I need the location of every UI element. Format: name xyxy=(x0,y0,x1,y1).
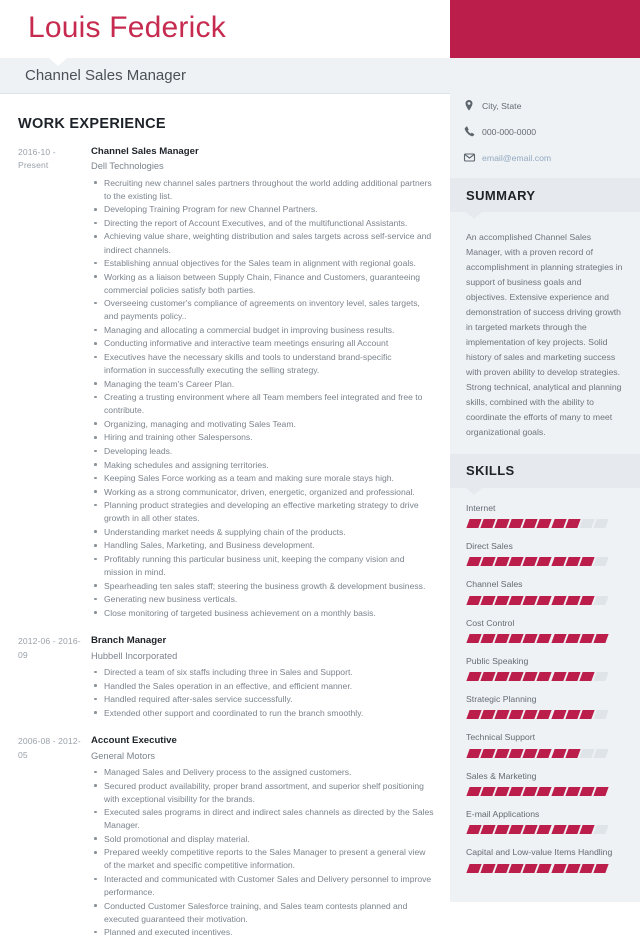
skill-rating-segment xyxy=(537,519,552,528)
skill-rating-bar xyxy=(466,557,626,566)
skill-rating-bar xyxy=(466,825,626,834)
title-notch-triangle xyxy=(49,58,67,66)
job-bullet: Handled the Sales operation in an effective, and efficient manner. xyxy=(91,680,434,693)
skill-rating-bar xyxy=(466,672,626,681)
job-bullet: Executives have the necessary skills and tools to understand brand-specific information in successfully executing the selling strategy. xyxy=(91,351,434,377)
skill-rating-segment xyxy=(551,749,566,758)
work-experience-item xyxy=(18,734,434,940)
job-body xyxy=(86,145,434,620)
skill-rating-segment xyxy=(480,787,495,796)
contact-block xyxy=(450,58,640,163)
skill-rating-segment xyxy=(537,634,552,643)
skill-rating-segment xyxy=(537,596,552,605)
skill-rating-segment xyxy=(551,825,566,834)
skill-item xyxy=(466,732,626,757)
skill-rating-segment xyxy=(593,557,608,566)
job-bullet: Generating new business verticals. xyxy=(91,593,434,606)
skill-rating-segment xyxy=(523,787,538,796)
job-bullet: Planned and executed incentives. xyxy=(91,926,434,939)
skill-rating-segment xyxy=(565,557,580,566)
job-bullet: Establishing annual objectives for the Sales team in alignment with regional goals. xyxy=(91,257,434,270)
job-company: Hubbell Incorporated xyxy=(91,650,178,661)
job-bullet: Conducting informative and interactive team meetings ensuring all Account xyxy=(91,337,434,350)
job-bullet: Understanding market needs & supplying chain of the products. xyxy=(91,526,434,539)
skill-rating-segment xyxy=(480,519,495,528)
skill-rating-segment xyxy=(523,634,538,643)
skill-rating-segment xyxy=(466,749,481,758)
contact-phone-row xyxy=(464,126,640,137)
skill-rating-segment xyxy=(593,634,608,643)
skills-section xyxy=(450,454,640,873)
skill-rating-segment xyxy=(537,557,552,566)
skill-rating-bar xyxy=(466,710,626,719)
skill-rating-segment xyxy=(466,864,481,873)
skill-rating-segment xyxy=(480,749,495,758)
phone-icon xyxy=(464,126,474,137)
skill-item xyxy=(466,579,626,604)
skill-rating-segment xyxy=(509,787,524,796)
skill-label: Public Speaking xyxy=(466,655,529,666)
skill-rating-segment xyxy=(466,557,481,566)
sidebar xyxy=(450,58,640,902)
skill-rating-segment xyxy=(593,825,608,834)
job-bullet: Creating a trusting environment where all Team members feel integrated and free to contribute. xyxy=(91,391,434,417)
map-pin-icon xyxy=(464,100,474,111)
skill-item xyxy=(466,618,626,643)
skill-rating-segment xyxy=(579,749,594,758)
job-body xyxy=(86,734,434,940)
skill-label: Cost Control xyxy=(466,617,515,628)
candidate-name: Louis Federick xyxy=(28,11,226,44)
skill-label: Channel Sales xyxy=(466,579,523,590)
skill-rating-segment xyxy=(565,787,580,796)
job-bullet: Interacted and communicated with Customer Sales and Delivery personnel to improve performance. xyxy=(91,873,434,899)
skill-item xyxy=(466,503,626,528)
skill-rating-bar xyxy=(466,864,626,873)
skill-rating-segment xyxy=(551,787,566,796)
skill-rating-bar xyxy=(466,519,626,528)
skill-rating-segment xyxy=(466,519,481,528)
skill-rating-segment xyxy=(593,787,608,796)
skill-rating-segment xyxy=(523,864,538,873)
summary-heading: SUMMARY xyxy=(466,187,536,203)
summary-text: An accomplished Channel Sales Manager, with a proven record of accomplishment in planning strategies in support of business goals and objectives. Extensive experience and demonstration of success driving growth in targeted markets through the implementation of key projects. Solid history of sales and marketing success with proven ability to develop strategies. Strong technical, analytical and planning skills, combined with the ability to coordinate the efforts of many to meet organizational goals. xyxy=(466,232,623,437)
skill-rating-segment xyxy=(579,864,594,873)
job-bullet: Achieving value share, weighting distribution and sales targets across self-service and indirect channels. xyxy=(91,230,434,256)
job-bullet: Managed Sales and Delivery process to the assigned customers. xyxy=(91,766,434,779)
job-bullet: Managing and allocating a commercial budget in improving business results. xyxy=(91,324,434,337)
skill-rating-segment xyxy=(551,557,566,566)
skill-rating-segment xyxy=(466,710,481,719)
skill-rating-segment xyxy=(593,519,608,528)
summary-section xyxy=(450,178,640,440)
skill-rating-segment xyxy=(466,596,481,605)
skill-rating-segment xyxy=(551,710,566,719)
skill-rating-segment xyxy=(565,749,580,758)
job-bullet: Recruiting new channel sales partners throughout the world adding additional partners to the existing list. xyxy=(91,177,434,203)
resume-header xyxy=(0,0,640,58)
skill-rating-segment xyxy=(579,634,594,643)
skill-item xyxy=(466,694,626,719)
job-bullet: Secured product availability, proper brand assortment, and superior shelf positioning with exceptional visibility for the brands. xyxy=(91,780,434,806)
work-experience-list xyxy=(18,145,434,940)
job-bullet: Profitably running this particular business unit, keeping the company vision and mission in mind. xyxy=(91,553,434,579)
skill-rating-segment xyxy=(579,557,594,566)
skill-rating-segment xyxy=(579,596,594,605)
skills-list xyxy=(450,488,640,873)
contact-location-text: City, State xyxy=(482,100,522,111)
skill-rating-segment xyxy=(579,787,594,796)
contact-phone-text: 000-000-0000 xyxy=(482,126,537,137)
skill-rating-segment xyxy=(466,787,481,796)
skill-rating-segment xyxy=(495,634,510,643)
skill-rating-segment xyxy=(565,596,580,605)
skill-rating-segment xyxy=(565,825,580,834)
skill-rating-segment xyxy=(565,634,580,643)
skill-rating-segment xyxy=(537,787,552,796)
skill-rating-segment xyxy=(537,825,552,834)
job-bullet: Developing leads. xyxy=(91,445,434,458)
skills-heading-bar xyxy=(450,454,640,488)
skill-rating-segment xyxy=(495,864,510,873)
job-bullet: Spearheading ten sales staff; steering the business growth & development business. xyxy=(91,580,434,593)
skill-rating-segment xyxy=(509,634,524,643)
skill-rating-segment xyxy=(509,710,524,719)
job-bullet: Handling Sales, Marketing, and Business development. xyxy=(91,539,434,552)
contact-email-row[interactable] xyxy=(464,152,640,163)
skill-label: Sales & Marketing xyxy=(466,770,537,781)
skill-rating-segment xyxy=(495,596,510,605)
job-bullet: Conducted Customer Salesforce training, and Sales team contests planned and executed guaranteed their motivation. xyxy=(91,900,434,926)
skill-rating-segment xyxy=(495,557,510,566)
skill-rating-segment xyxy=(523,557,538,566)
skill-rating-segment xyxy=(593,672,608,681)
skill-rating-segment xyxy=(523,519,538,528)
skill-label: Capital and Low-value Items Handling xyxy=(466,847,613,858)
skill-item xyxy=(466,541,626,566)
skill-rating-segment xyxy=(593,710,608,719)
job-role: Account Executive xyxy=(91,735,177,747)
job-role: Branch Manager xyxy=(91,635,167,647)
work-experience-heading: WORK EXPERIENCE xyxy=(18,116,166,132)
job-bullet: Working as a strong communicator, driven, energetic, organized and professional. xyxy=(91,486,434,499)
skill-rating-segment xyxy=(509,864,524,873)
skill-rating-segment xyxy=(551,596,566,605)
skill-rating-segment xyxy=(593,864,608,873)
skill-rating-segment xyxy=(565,672,580,681)
job-bullet: Close monitoring of targeted business achievement on a monthly basis. xyxy=(91,607,434,620)
job-company: Dell Technologies xyxy=(91,161,164,172)
skill-rating-segment xyxy=(565,519,580,528)
summary-notch-triangle xyxy=(466,212,482,219)
skill-rating-segment xyxy=(509,672,524,681)
skill-rating-bar xyxy=(466,634,626,643)
skill-label: Strategic Planning xyxy=(466,694,537,705)
skill-rating-segment xyxy=(523,749,538,758)
job-bullet: Hiring and training other Salespersons. xyxy=(91,431,434,444)
skill-rating-segment xyxy=(509,557,524,566)
skill-rating-segment xyxy=(579,672,594,681)
job-bullet: Directed a team of six staffs including three in Sales and Support. xyxy=(91,666,434,679)
job-bullet: Organizing, managing and motivating Sales Team. xyxy=(91,418,434,431)
skill-rating-segment xyxy=(495,787,510,796)
skill-rating-segment xyxy=(509,519,524,528)
job-company: General Motors xyxy=(91,750,156,761)
skill-label: Internet xyxy=(466,502,496,513)
skill-rating-segment xyxy=(551,672,566,681)
job-bullet: Managing the team's Career Plan. xyxy=(91,378,434,391)
skill-rating-segment xyxy=(551,634,566,643)
skill-rating-segment xyxy=(495,825,510,834)
skill-rating-segment xyxy=(537,710,552,719)
job-bullet: Directing the report of Account Executives, and of the multifunctional Assistants. xyxy=(91,217,434,230)
skill-rating-segment xyxy=(495,710,510,719)
main-column xyxy=(0,95,450,938)
job-bullet: Developing Training Program for new Channel Partners. xyxy=(91,203,434,216)
skill-rating-segment xyxy=(480,557,495,566)
job-bullet: Keeping Sales Force working as a team and making sure morale stays high. xyxy=(91,472,434,485)
job-bullet-list xyxy=(91,666,434,720)
work-experience-item xyxy=(18,634,434,720)
envelope-icon xyxy=(464,152,474,163)
skill-rating-segment xyxy=(579,710,594,719)
work-experience-item xyxy=(18,145,434,620)
job-bullet: Working as a liaison between Supply Chain, Finance and Customers, guaranteeing commercial policies satisfy both parties. xyxy=(91,271,434,297)
skill-rating-segment xyxy=(509,825,524,834)
skill-rating-segment xyxy=(593,749,608,758)
skill-rating-segment xyxy=(466,634,481,643)
skill-rating-segment xyxy=(480,825,495,834)
skill-rating-segment xyxy=(495,519,510,528)
job-dates: 2016-10 - Present xyxy=(18,147,56,171)
skill-rating-bar xyxy=(466,787,626,796)
skill-rating-segment xyxy=(579,519,594,528)
contact-location-row xyxy=(464,100,640,111)
job-bullet: Handled required after-sales service successfully. xyxy=(91,693,434,706)
skill-item xyxy=(466,847,626,872)
job-bullet: Sold promotional and display material. xyxy=(91,833,434,846)
skill-rating-segment xyxy=(480,864,495,873)
candidate-job-title: Channel Sales Manager xyxy=(25,67,186,84)
skill-rating-segment xyxy=(537,749,552,758)
skill-item xyxy=(466,809,626,834)
skill-rating-segment xyxy=(495,749,510,758)
skill-rating-segment xyxy=(537,672,552,681)
header-accent-block xyxy=(450,0,640,58)
job-dates: 2012-06 - 2016-09 xyxy=(18,636,81,660)
skill-rating-segment xyxy=(509,596,524,605)
job-role: Channel Sales Manager xyxy=(91,146,199,157)
skill-rating-segment xyxy=(509,749,524,758)
skill-rating-segment xyxy=(480,672,495,681)
skill-rating-segment xyxy=(579,825,594,834)
skill-rating-bar xyxy=(466,596,626,605)
skill-rating-segment xyxy=(565,864,580,873)
job-bullet-list xyxy=(91,766,434,939)
skills-heading: SKILLS xyxy=(466,463,515,479)
skills-notch-triangle xyxy=(466,488,482,495)
contact-email-text[interactable]: email@email.com xyxy=(482,152,552,163)
skill-rating-segment xyxy=(565,710,580,719)
skill-item xyxy=(466,771,626,796)
skill-rating-segment xyxy=(523,710,538,719)
job-dates: 2006-08 - 2012-05 xyxy=(18,736,81,760)
skill-rating-segment xyxy=(523,596,538,605)
job-bullet-list xyxy=(91,177,434,620)
skill-label: Technical Support xyxy=(466,732,536,743)
job-bullet: Extended other support and coordinated to run the branch smoothly. xyxy=(91,707,434,720)
job-bullet: Executed sales programs in direct and indirect sales channels as directed by the Sales Manager. xyxy=(91,806,434,832)
skill-item xyxy=(466,656,626,681)
skill-rating-segment xyxy=(466,672,481,681)
skill-rating-segment xyxy=(551,519,566,528)
job-body xyxy=(86,634,434,720)
skill-rating-segment xyxy=(480,710,495,719)
skill-rating-segment xyxy=(523,672,538,681)
job-bullet: Prepared weekly competitive reports to the Sales Manager to present a general view of the market and specific competitive information. xyxy=(91,846,434,872)
skill-rating-segment xyxy=(480,634,495,643)
skill-rating-segment xyxy=(480,596,495,605)
skill-rating-segment xyxy=(537,864,552,873)
skill-rating-segment xyxy=(495,672,510,681)
skill-rating-segment xyxy=(593,596,608,605)
job-bullet: Planning product strategies and developing an effective marketing strategy to drive growth in all other states. xyxy=(91,499,434,525)
skill-rating-bar xyxy=(466,749,626,758)
summary-heading-bar xyxy=(450,178,640,212)
skill-label: Direct Sales xyxy=(466,540,513,551)
job-bullet: Overseeing customer's compliance of agreements on inventory level, sales targets, and payments policy.. xyxy=(91,297,434,323)
skill-rating-segment xyxy=(523,825,538,834)
skill-rating-segment xyxy=(466,825,481,834)
skill-rating-segment xyxy=(551,864,566,873)
job-bullet: Making schedules and assigning territories. xyxy=(91,459,434,472)
skill-label: E-mail Applications xyxy=(466,809,540,820)
